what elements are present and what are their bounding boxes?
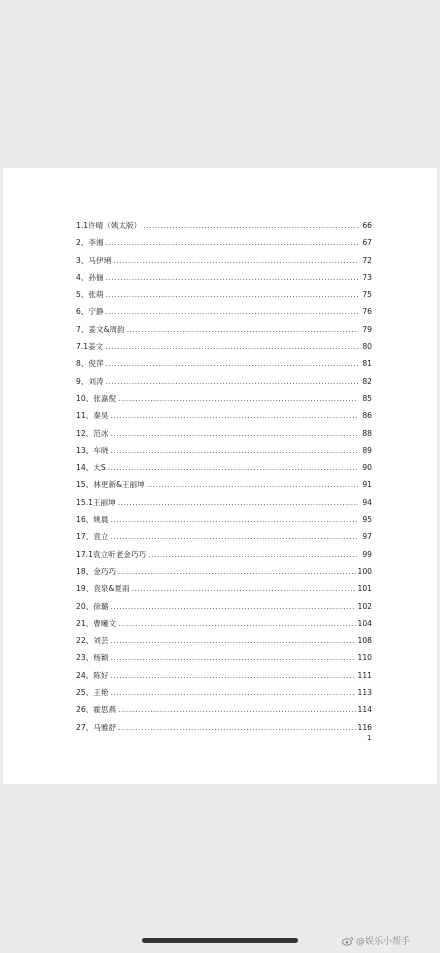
toc-entry-page: 76 [362,307,372,317]
toc-entry-label: 26、霍思燕 [76,705,117,715]
toc-entry-page: 114 [357,705,372,715]
toc-entry[interactable] [76,255,372,272]
toc-entry[interactable] [76,601,372,618]
toc-entry-label: 16、姚晨 [76,515,109,525]
toc-entry-label: 14、大S [76,463,106,473]
toc-entry-label: 9、刘涛 [76,376,104,386]
toc-entry[interactable] [76,220,372,237]
toc-entry-label: 17.1袁立听老金巧巧 [76,549,147,559]
weibo-icon [342,936,354,946]
toc-entry[interactable] [76,635,372,652]
page-number: 1 [367,734,372,742]
toc-entry-label: 12、范冰 [76,428,109,438]
toc-entry-label: 25、王艳 [76,688,109,698]
toc-entry-page: 90 [362,463,372,473]
toc-entry-label: 15.1王丽坤 [76,497,116,507]
toc-entry-page: 86 [362,411,372,421]
toc-entry-label: 21、曹曦文 [76,618,117,628]
toc-entry-label: 20、徐璐 [76,601,109,611]
toc-entry[interactable] [76,237,372,254]
toc-leader-dots [147,480,358,489]
toc-entry[interactable] [76,393,372,410]
toc-entry[interactable] [76,479,372,496]
toc-leader-dots [106,238,358,247]
toc-entry-label: 5、张萌 [76,290,104,300]
toc-entry-label: 13、车晓 [76,445,109,455]
toc-leader-dots [118,619,355,628]
toc-entry-page: 82 [362,376,372,386]
toc-entry-page: 85 [362,393,372,403]
toc-entry-label: 2、李湘 [76,238,104,248]
toc-leader-dots [118,394,358,403]
toc-entry-label: 19、袁泉&夏雨 [76,584,130,594]
toc-leader-dots [105,342,358,351]
toc-entry-page: 97 [362,532,372,542]
toc-leader-dots [132,584,356,593]
toc-entry[interactable] [76,549,372,566]
toc-entry-label: 8、倪萍 [76,359,104,369]
toc-leader-dots [110,688,355,697]
toc-entry-label: 17、袁立 [76,532,109,542]
toc-entry[interactable] [76,341,372,358]
toc-entry[interactable] [76,306,372,323]
toc-entry[interactable] [76,376,372,393]
toc-entry-label: 4、孙俪 [76,272,104,282]
toc-entry-page: 91 [362,480,372,490]
toc-leader-dots [106,359,358,368]
toc-entry[interactable] [76,531,372,548]
toc-entry-page: 75 [362,290,372,300]
toc-entry[interactable] [76,704,372,721]
toc-leader-dots [108,463,358,472]
toc-entry-page: 102 [357,601,372,611]
toc-leader-dots [110,532,358,541]
toc-entry[interactable] [76,445,372,462]
toc-entry[interactable] [76,652,372,669]
toc-entry[interactable] [76,722,372,739]
toc-entry[interactable] [76,687,372,704]
toc-entry-label: 6、宁静 [76,307,104,317]
toc-leader-dots [110,411,358,420]
toc-leader-dots [118,705,355,714]
home-indicator[interactable] [142,938,298,943]
toc-entry-label: 24、陈好 [76,670,109,680]
toc-entry-page: 101 [357,584,372,594]
watermark-text: @娱乐小帮手 [356,937,411,947]
toc-entry[interactable] [76,358,372,375]
toc-entry[interactable] [76,618,372,635]
toc-entry-label: 10、张嘉倪 [76,393,117,403]
toc-entry-page: 79 [362,324,372,334]
toc-entry[interactable] [76,583,372,600]
toc-entry-label: 3、马伊琍 [76,255,112,265]
toc-leader-dots [110,653,355,662]
toc-leader-dots [110,429,358,438]
toc-entry-page: 113 [357,688,372,698]
toc-entry-label: 27、马雅舒 [76,722,117,732]
toc-entry[interactable] [76,289,372,306]
toc-entry-page: 73 [362,272,372,282]
toc-entry-page: 111 [357,670,372,680]
toc-entry-page: 99 [362,549,372,559]
toc-leader-dots [106,290,358,299]
toc-entry-page: 88 [362,428,372,438]
toc-entry[interactable] [76,428,372,445]
watermark [342,934,410,947]
toc-entry-page: 95 [362,515,372,525]
toc-entry-label: 7、姜文&周韵 [76,324,125,334]
toc-entry[interactable] [76,272,372,289]
toc-entry[interactable] [76,410,372,427]
toc-entry-page: 104 [357,618,372,628]
toc-leader-dots [143,221,358,230]
toc-leader-dots [118,723,355,732]
toc-entry-label: 7.1姜文 [76,342,104,352]
toc-leader-dots [106,307,358,316]
toc-entry-label: 1.1许晴（姨太版） [76,221,142,230]
toc-entry-page: 66 [362,221,372,230]
toc-entry-page: 80 [362,342,372,352]
table-of-contents [76,220,372,739]
toc-entry[interactable] [76,324,372,341]
toc-entry[interactable] [76,566,372,583]
toc-leader-dots [110,515,358,524]
toc-entry-page: 108 [357,636,372,646]
toc-leader-dots [106,377,358,386]
toc-entry-page: 116 [357,722,372,732]
toc-leader-dots [106,273,358,282]
toc-entry-page: 72 [362,255,372,265]
toc-entry[interactable] [76,514,372,531]
toc-entry-label: 18、金巧巧 [76,566,117,576]
toc-leader-dots [110,636,355,645]
toc-entry-page: 100 [357,566,372,576]
toc-entry-page: 89 [362,445,372,455]
toc-entry-label: 22、刘芸 [76,636,109,646]
toc-entry-page: 81 [362,359,372,369]
toc-entry-page: 94 [362,497,372,507]
toc-leader-dots [110,446,358,455]
toc-entry-page: 110 [357,653,372,663]
toc-entry[interactable] [76,670,372,687]
toc-entry-page: 67 [362,238,372,248]
toc-leader-dots [113,256,358,265]
toc-leader-dots [110,602,355,611]
toc-leader-dots [118,498,358,507]
toc-entry-label: 15、林更新&王丽坤 [76,480,145,490]
toc-entry[interactable] [76,497,372,514]
toc-leader-dots [127,325,358,334]
toc-entry-label: 11、秦昊 [76,411,109,421]
toc-leader-dots [148,550,358,559]
toc-entry-label: 23、杨颖 [76,653,109,663]
toc-entry[interactable] [76,462,372,479]
toc-leader-dots [110,671,355,680]
toc-leader-dots [118,567,355,576]
